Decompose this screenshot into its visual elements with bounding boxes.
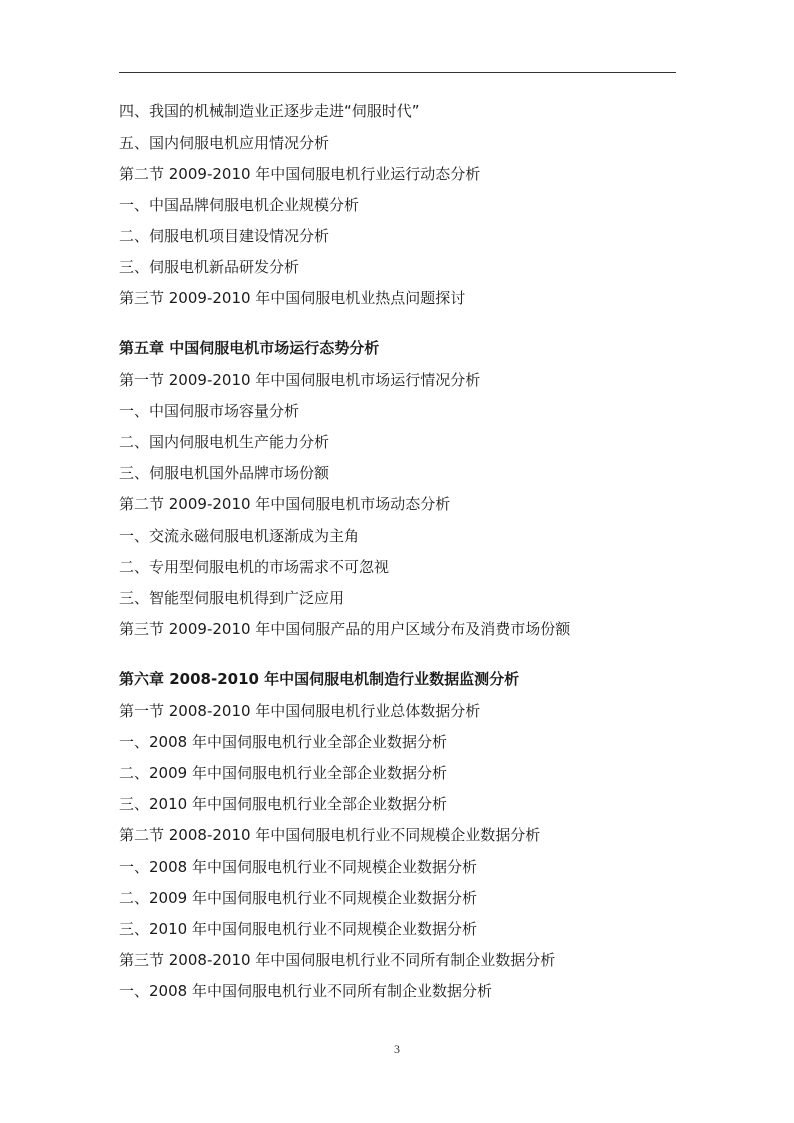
- toc-item: 一、2008 年中国伺服电机行业全部企业数据分析: [119, 733, 447, 751]
- header-rule: [119, 72, 676, 73]
- toc-item: 三、伺服电机新品研发分析: [119, 258, 300, 276]
- toc-section: 第二节 2008-2010 年中国伺服电机行业不同规模企业数据分析: [119, 826, 541, 844]
- toc-section: 第三节 2008-2010 年中国伺服电机行业不同所有制企业数据分析: [119, 951, 556, 969]
- toc-section: 第一节 2008-2010 年中国伺服电机行业总体数据分析: [119, 702, 481, 720]
- toc-section: 第一节 2009-2010 年中国伺服电机市场运行情况分析: [119, 371, 481, 389]
- toc-item: 四、我国的机械制造业正逐步走进“伺服时代”: [119, 102, 420, 120]
- toc-item: 三、2010 年中国伺服电机行业不同规模企业数据分析: [119, 920, 477, 938]
- toc-item: 二、国内伺服电机生产能力分析: [119, 433, 330, 451]
- toc-item: 一、2008 年中国伺服电机行业不同规模企业数据分析: [119, 858, 477, 876]
- toc-item: 二、伺服电机项目建设情况分析: [119, 227, 330, 245]
- toc-item: 三、智能型伺服电机得到广泛应用: [119, 589, 345, 607]
- toc-item: 五、国内伺服电机应用情况分析: [119, 134, 330, 152]
- toc-item: 一、中国伺服市场容量分析: [119, 402, 300, 420]
- toc-item: 三、伺服电机国外品牌市场份额: [119, 464, 330, 482]
- toc-item: 二、2009 年中国伺服电机行业不同规模企业数据分析: [119, 889, 477, 907]
- toc-chapter: 第五章 中国伺服电机市场运行态势分析: [119, 339, 380, 357]
- toc-section: 第二节 2009-2010 年中国伺服电机市场动态分析: [119, 495, 451, 513]
- toc-section: 第二节 2009-2010 年中国伺服电机行业运行动态分析: [119, 165, 481, 183]
- toc-item: 二、2009 年中国伺服电机行业全部企业数据分析: [119, 764, 447, 782]
- toc-item: 一、2008 年中国伺服电机行业不同所有制企业数据分析: [119, 982, 492, 1000]
- toc-item: 一、中国品牌伺服电机企业规模分析: [119, 196, 360, 214]
- toc-item: 二、专用型伺服电机的市场需求不可忽视: [119, 558, 390, 576]
- toc-chapter: 第六章 2008-2010 年中国伺服电机制造行业数据监测分析: [119, 670, 520, 688]
- toc-item: 三、2010 年中国伺服电机行业全部企业数据分析: [119, 795, 447, 813]
- page-number: 3: [394, 1042, 400, 1056]
- toc-section: 第三节 2009-2010 年中国伺服产品的用户区域分布及消费市场份额: [119, 620, 571, 638]
- toc-item: 一、交流永磁伺服电机逐渐成为主角: [119, 527, 360, 545]
- toc-section: 第三节 2009-2010 年中国伺服电机业热点问题探讨: [119, 289, 466, 307]
